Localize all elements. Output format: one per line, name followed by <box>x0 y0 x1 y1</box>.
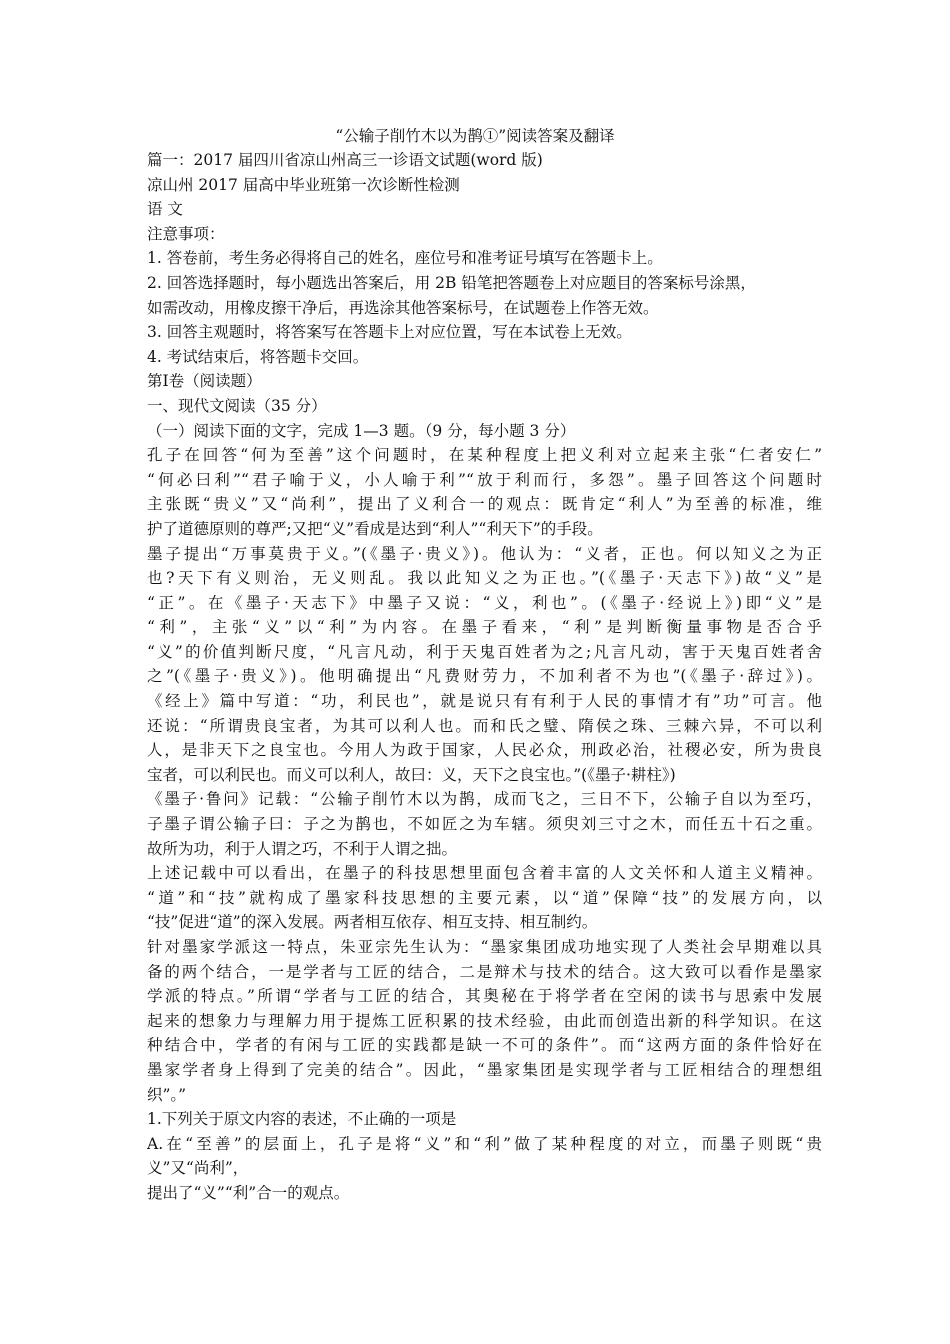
text-line: 义”又“尚利”， <box>147 1159 249 1178</box>
text-line: 1. 答卷前，考生务必得将自己的姓名，座位号和准考证号填写在答题卡上。 <box>147 249 663 268</box>
text-line: “正”。在《墨子·天志下》中墨子又说：“义，利也”。(《墨子·经说上》)即“义”是 <box>147 593 822 612</box>
text-line: 还说：“所谓贵良宝者，为其可以利人也。而和氏之璧、隋侯之珠、三棘六异，不可以利 <box>147 716 822 735</box>
text-line: 语 文 <box>147 200 183 219</box>
text-line: “技”促进“道”的深入发展。两者相互依存、相互支持、相互制约。 <box>147 913 598 932</box>
text-line: 《墨子·鲁问》记载：“公输子削竹木以为鹊，成而飞之，三日不下，公输子自以为至巧， <box>147 790 822 809</box>
text-line: 针对墨家学派这一特点，朱亚宗先生认为：“墨家集团成功地实现了人类社会早期难以具 <box>147 938 822 956</box>
text-line: 提出了“义”“利”合一的观点。 <box>147 1183 350 1202</box>
text-line: 墨子提出“万事莫贵于义。”(《墨子·贵义》)。他认为：“义者，正也。何以知义之为正 <box>147 544 822 563</box>
text-line: 3. 回答主观题时，将答案写在答题卡上对应位置，写在本试卷上无效。 <box>147 323 632 342</box>
text-line: 凉山州 2017 届高中毕业班第一次诊断性检测 <box>147 175 460 194</box>
text-line: 学派的特点。”所谓“学者与工匠的结合，其奥秘在于将学者在空闲的读书与思索中发展 <box>147 987 822 1006</box>
document-title: “公输子削竹木以为鹊①”阅读答案及翻译 <box>335 127 615 145</box>
text-line: 孔子在回答“何为至善”这个问题时，在某种程度上把义利对立起来主张“仁者安仁” <box>147 446 822 465</box>
text-line: 1.下列关于原文内容的表述，不止确的一项是 <box>147 1110 457 1129</box>
text-line: （一）阅读下面的文字，完成 1—3 题。（9 分，每小题 3 分） <box>147 421 576 440</box>
text-line: 上述记载中可以看出，在墨子的科技思想里面包含着丰富的人文关怀和人道主义精神。 <box>147 864 822 883</box>
text-line: 织”。” <box>147 1085 187 1104</box>
text-line: 注意事项： <box>147 224 225 243</box>
text-line: 宝者，可以利民也。而义可以利人，故曰：义，天下之良宝也。”(《墨子·耕柱》) <box>147 765 676 784</box>
text-line: A.在“至善”的层面上，孔子是将“义”和“利”做了某种程度的对立，而墨子则既“贵 <box>147 1134 822 1153</box>
text-line: 护了道德原则的尊严;又把“义”看成是达到“利人”“利天下”的手段。 <box>147 519 603 538</box>
text-line: 也?天下有义则治，无义则乱。我以此知义之为正也。”(《墨子·天志下》)故“义”是 <box>147 569 822 588</box>
text-line: 种结合中，学者的有闲与工匠的实践都是缺一不可的条件”。而“这两方面的条件恰好在 <box>147 1036 822 1055</box>
text-line: 一、现代文阅读（35 分） <box>147 396 327 415</box>
text-line: 人，是非天下之良宝也。今用人为政于国家，人民必众，刑政必治，社稷必安，所为贵良 <box>147 741 822 760</box>
text-line: 4. 考试结束后，将答题卡交回。 <box>147 347 369 366</box>
text-line: 之”(《墨子·贵义》)。他明确提出“凡费财劳力，不加利者不为也”(《墨子·辞过》)。 <box>147 667 822 686</box>
text-line: “道”和“技”就构成了墨家科技思想的主要元素，以“道”保障“技”的发展方向，以 <box>147 888 822 907</box>
text-line: 《经上》篇中写道：“功，利民也”，就是说只有有利于人民的事情才有”功”可言。他 <box>147 692 822 711</box>
text-line: 墨家学者身上得到了完美的结合”。因此，“墨家集团是实现学者与工匠相结合的理想组 <box>147 1060 822 1079</box>
text-line: 备的两个结合，一是学者与工匠的结合，二是辩术与技术的结合。这大致可以看作是墨家 <box>147 962 822 981</box>
text-line: “利”，主张“义”以“利”为内容。在墨子看来，“利”是判断衡量事物是否合乎 <box>147 618 822 637</box>
text-line: 如需改动，用橡皮擦干净后，再选涂其他答案标号，在试题卷上作答无效。 <box>147 298 659 317</box>
text-line: 主张既“贵义”又“尚利”，提出了义利合一的观点：既肯定“利人”为至善的标准，维 <box>147 495 822 514</box>
text-line: 第Ⅰ卷（阅读题） <box>147 372 262 391</box>
text-line: “何必曰利”“君子喻于义，小人喻于利”“放于利而行，多怨”。墨子回答这个问题时 <box>147 470 822 489</box>
text-line: 子墨子谓公输子曰：子之为鹊也，不如匠之为车辖。须臾刘三寸之木，而任五十石之重。 <box>147 815 822 834</box>
text-line: “义”的价值判断尺度，“凡言凡动，利于天鬼百姓者为之;凡言凡动，害于天鬼百姓者舍 <box>147 642 822 661</box>
text-line: 起来的想象力与理解力用于提炼工匠积累的技术经验，由此而创造出新的科学知识。在这 <box>147 1011 822 1030</box>
text-line: 2. 回答选择题时，每小题选出答案后，用 2B 铅笔把答题卷上对应题目的答案标号涂黑， <box>147 273 756 292</box>
text-line: 篇一：2017 届四川省凉山州高三一诊语文试题(word 版) <box>147 151 543 169</box>
document-body <box>147 148 822 1206</box>
text-line: 故所为功，利于人谓之巧，不利于人谓之拙。 <box>147 839 458 858</box>
